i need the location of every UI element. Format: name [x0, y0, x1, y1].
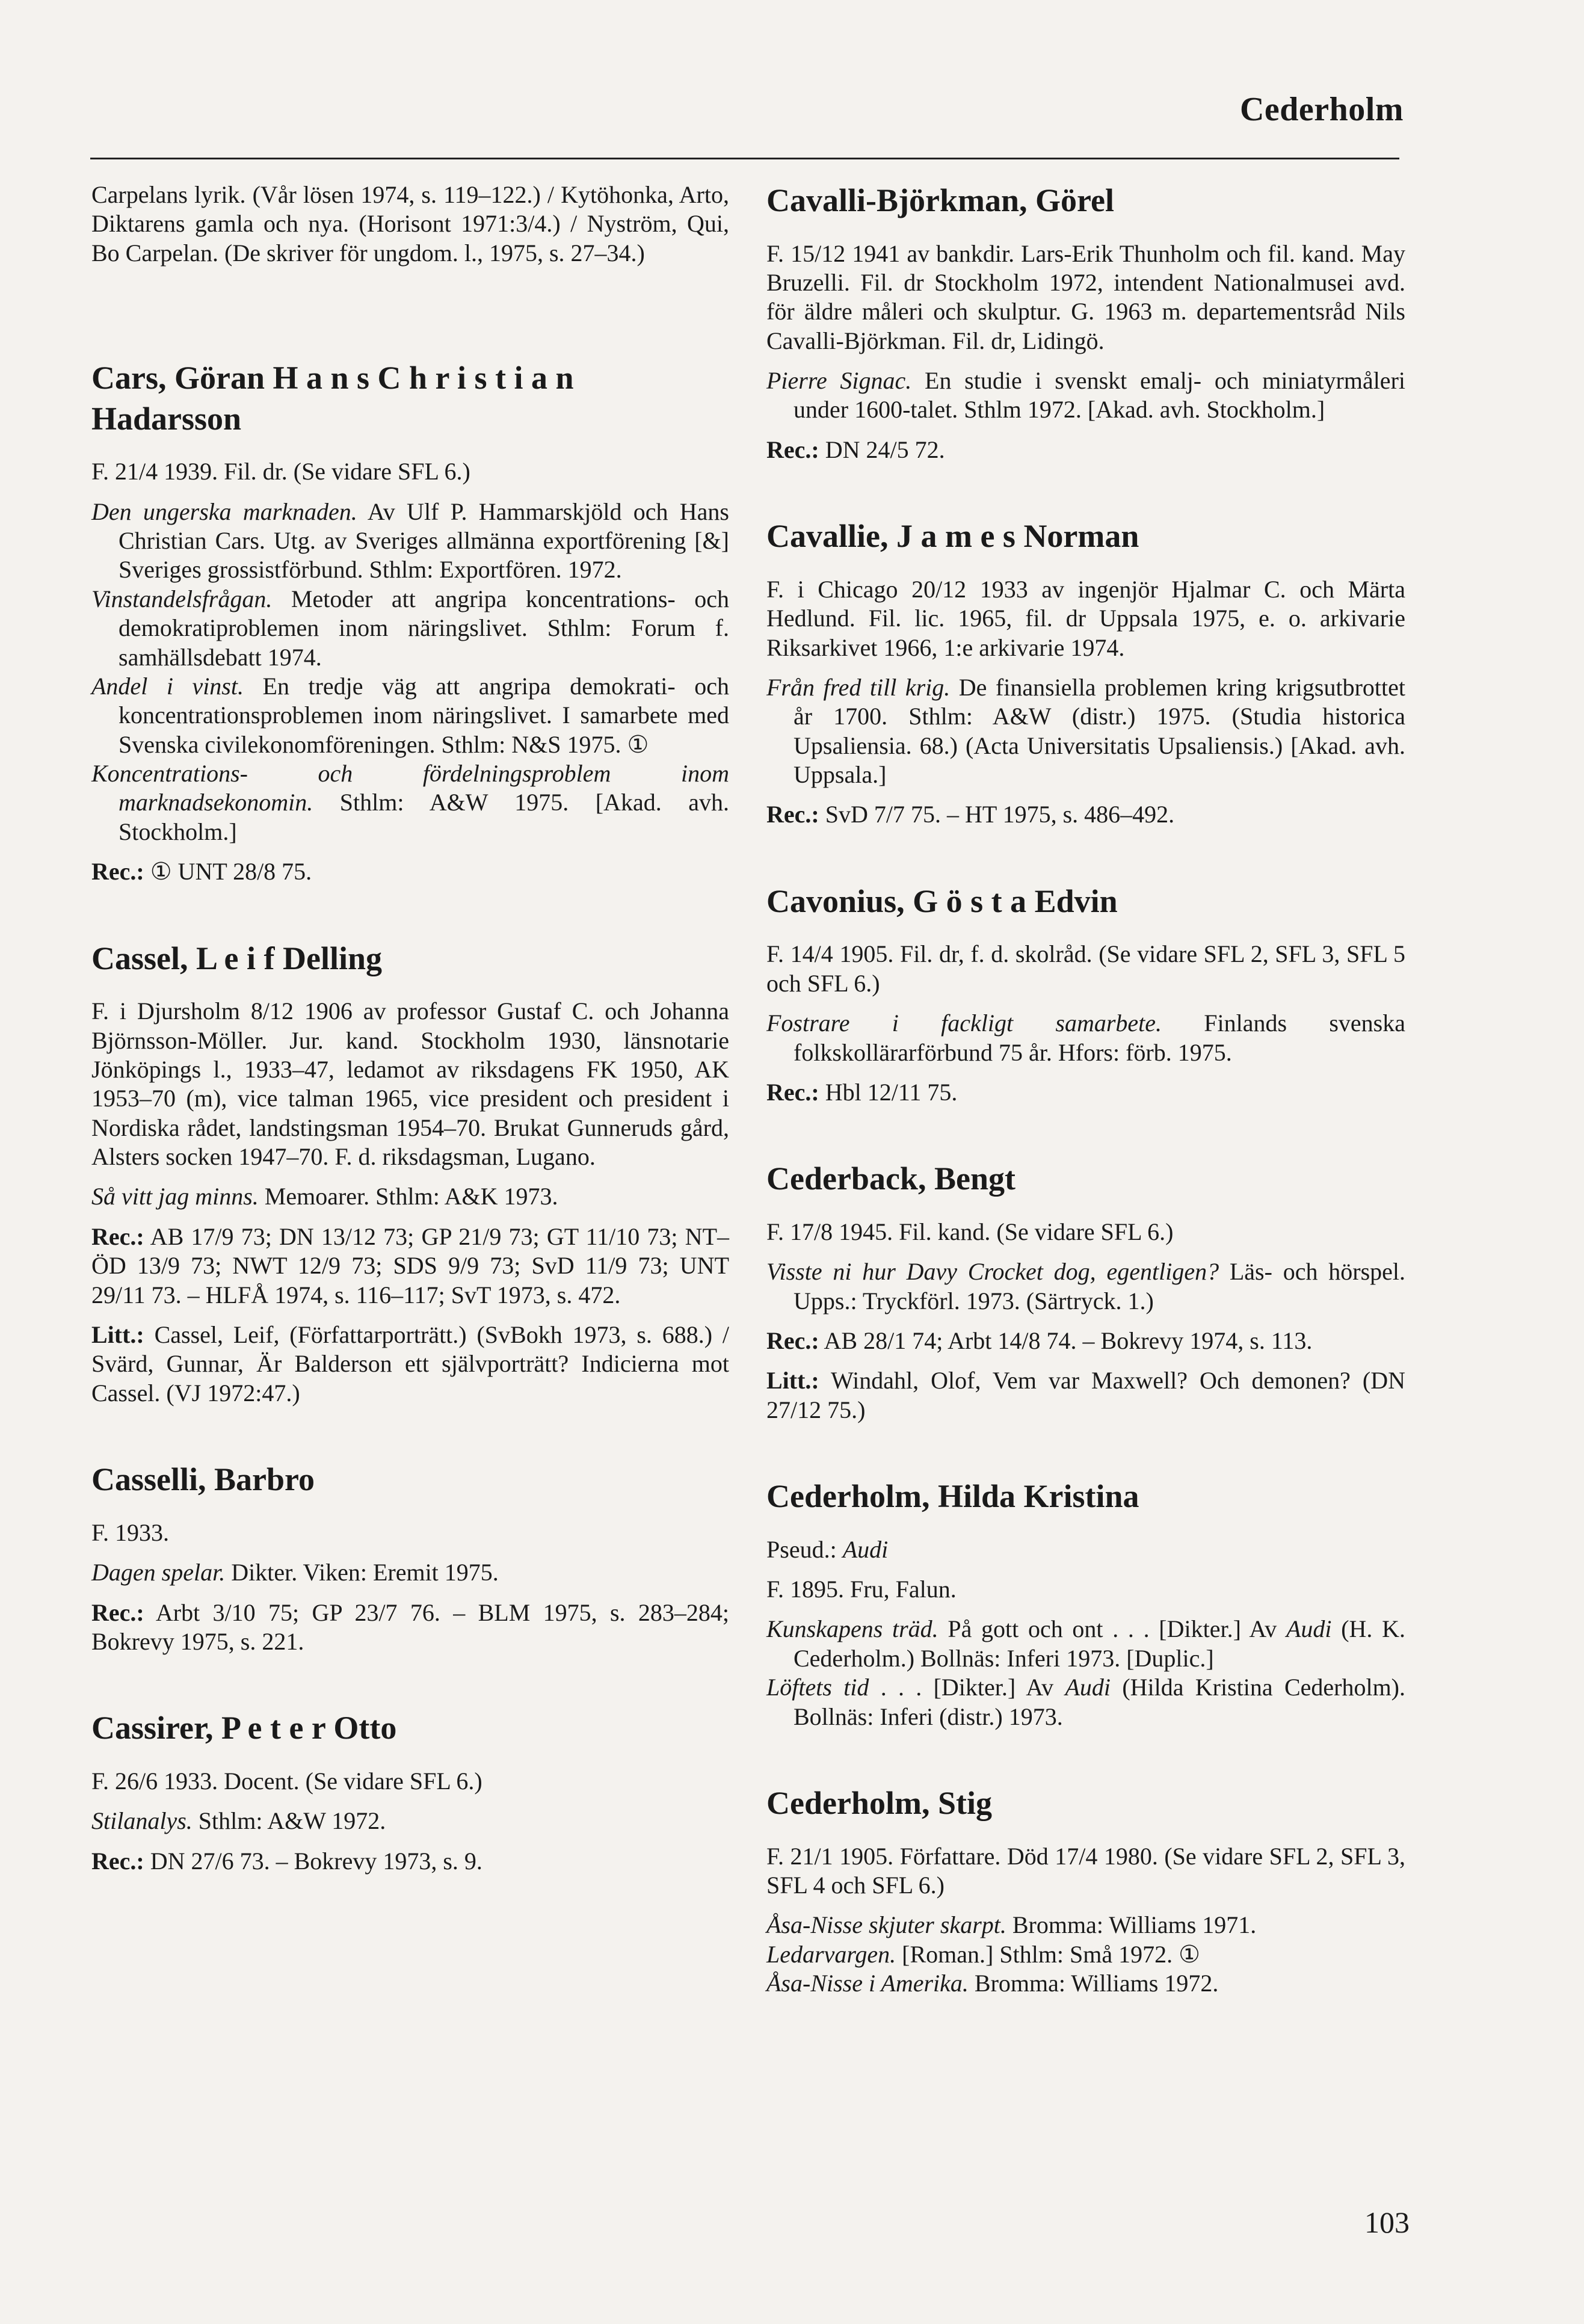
reviews-label: Rec.: [91, 1847, 144, 1875]
entry-cavonius [766, 881, 1405, 1107]
work-item [766, 366, 1405, 425]
entry-bio: F. 1933. [91, 1518, 170, 1546]
work-author: Audi [1286, 1615, 1332, 1643]
reviews-label: Rec.: [91, 1598, 144, 1626]
entry-bio: F. 21/1 1905. Författare. Död 17/4 1980. (Se vidare SFL 2, SFL 3, SFL 4 och SFL 6.) [766, 1842, 1405, 1899]
work-item [91, 1558, 729, 1587]
work-title: Åsa-Nisse skjuter skarpt. [766, 1911, 1006, 1939]
work-details: Finlands svenska folkskollärarförbund 75 år. Hfors: förb. 1975. [794, 1009, 1405, 1066]
work-author: Audi [1065, 1674, 1111, 1701]
work-details: Sthlm: A&W 1972. [192, 1807, 386, 1835]
entry-bio: F. 1895. Fru, Falun. [766, 1576, 957, 1603]
entry-name: Cassirer, P e t e r Otto [91, 1710, 397, 1746]
literature [91, 1321, 729, 1408]
work-details: (Hilda Kristina Cederholm). Bollnäs: Inferi (distr.) 1973. [794, 1674, 1405, 1730]
literature-label: Litt.: [91, 1321, 144, 1349]
work-title: Vinstandelsfrågan. [91, 585, 273, 612]
work-title: Kunskapens träd. [766, 1615, 938, 1643]
work-title: Pierre Signac. [766, 367, 912, 395]
reviews [766, 1327, 1405, 1355]
reviews [91, 857, 729, 886]
work-details: En tredje väg att angripa demokrati- och koncentrationsproblemen inom näringslivet. I samarbete med Svenska civilekonomföreningen. Sthlm: N&S 1975. ① [119, 672, 730, 758]
reviews [766, 436, 1405, 464]
entry-cederback [766, 1159, 1405, 1425]
entry-name: Cassel, L e i f Delling [91, 940, 382, 976]
entry-name: Cederback, Bengt [766, 1160, 1015, 1197]
work-details: Av Ulf P. Hammarskjöld och Hans Christian Cars. Utg. av Sveriges allmänna exportförening [&] Sveriges grossistförbund. Sthlm: Exportfören. 1972. [119, 498, 729, 584]
entry-continuation [91, 180, 729, 268]
work-item [91, 1807, 729, 1835]
reviews-label: Rec.: [766, 436, 819, 463]
reviews [91, 1222, 729, 1310]
reviews [91, 1847, 729, 1876]
work-details: (H. K. Cederholm.) Bollnäs: Inferi 1973. [Duplic.] [794, 1615, 1405, 1672]
pseudonym-label: Pseud.: [766, 1535, 843, 1563]
reviews-text: AB 17/9 73; DN 13/12 73; GP 21/9 73; GT 11/10 73; NT–ÖD 13/9 73; NWT 12/9 73; SDS 9/9 73; SvD 11/9 73; UNT 29/11 73. – HLFÅ 1974, s. 116–117; SvT 1973, s. 472. [91, 1222, 729, 1308]
work-details: . . . [Dikter.] Av [869, 1674, 1065, 1701]
entry-cederholm-stig [766, 1783, 1405, 1998]
entry-name: Cederholm, Hilda Kristina [766, 1478, 1139, 1515]
entry-name: Cavalli-Björkman, Görel [766, 182, 1114, 218]
reviews-text: Arbt 3/10 75; GP 23/7 76. – BLM 1975, s. 283–284; Bokrevy 1975, s. 221. [91, 1598, 729, 1655]
reviews-text: AB 28/1 74; Arbt 14/8 74. – Bokrevy 1974, s. 113. [819, 1327, 1313, 1354]
work-title: Koncentrations- och fördelningsproblem inom marknadsekonomin. [91, 760, 729, 816]
work-details: Bromma: Williams 1972. [968, 1970, 1219, 1997]
entry-cassel [91, 939, 729, 1408]
work-details: Memoarer. Sthlm: A&K 1973. [258, 1183, 558, 1210]
work-item [91, 759, 729, 846]
reviews-label: Rec.: [766, 1078, 819, 1106]
work-item [766, 1615, 1405, 1673]
work-title: Andel i vinst. [91, 672, 244, 700]
entry-name: Cederholm, Stig [766, 1785, 992, 1821]
entry-name: Cars, Göran H a n s C h r i s t i a n Hadarsson [91, 360, 574, 437]
work-title: Åsa-Nisse i Amerika. [766, 1970, 969, 1997]
work-item [766, 673, 1405, 790]
entry-cavallie [766, 516, 1405, 830]
reviews-label: Rec.: [91, 1222, 144, 1250]
literature-label: Litt.: [766, 1367, 819, 1395]
work-item [766, 1009, 1405, 1067]
entry-bio: F. 15/12 1941 av bankdir. Lars-Erik Thunholm och fil. kand. May Bruzelli. Fil. dr Stockholm 1972, intendent Nationalmusei avd. för äldre måleri och skulptur. G. 1963 m. departementsråd Nils Cavalli-Björkman. Fil. dr, Lidingö. [766, 239, 1405, 354]
work-item [766, 1969, 1405, 1998]
work-details: [Roman.] Sthlm: Små 1972. ① [896, 1940, 1201, 1968]
work-item [91, 585, 729, 672]
work-title: Ledarvargen. [766, 1940, 896, 1968]
work-details: Metoder att angripa koncentrations- och demokratiproblemen inom näringslivet. Sthlm: Forum f. samhällsdebatt 1974. [119, 585, 729, 671]
work-item [766, 1911, 1405, 1940]
work-title: Så vitt jag minns. [91, 1183, 259, 1210]
reviews-text: Hbl 12/11 75. [819, 1078, 958, 1106]
header-title: Cederholm [1239, 91, 1404, 128]
literature-text: Cassel, Leif, (Författarporträtt.) (SvBokh 1973, s. 688.) / Svärd, Gunnar, Är Balderson ett självporträtt? Indicierna mot Cassel. (VJ 1972:47.) [91, 1321, 729, 1407]
entry-bio: F. 21/4 1939. Fil. dr. (Se vidare SFL 6.) [91, 458, 470, 485]
entry-cavalli-bjorkman [766, 180, 1405, 464]
reviews [766, 800, 1405, 829]
reviews-label: Rec.: [766, 801, 819, 828]
reviews-text: SvD 7/7 75. – HT 1975, s. 486–492. [819, 801, 1175, 828]
reviews-text: ① UNT 28/8 75. [144, 858, 312, 886]
entry-name: Cavallie, J a m e s Norman [766, 518, 1139, 555]
work-item [91, 498, 729, 585]
work-title: Visste ni hur Davy Crocket dog, egentligen? [766, 1258, 1219, 1286]
work-details: Bromma: Williams 1971. [1006, 1911, 1257, 1939]
header-rule [90, 158, 1399, 159]
pseudonym-value: Audi [842, 1535, 889, 1563]
page-number: 103 [1364, 2205, 1410, 2239]
work-details: Läs- och hörspel. Upps.: Tryckförl. 1973. (Särtryck. 1.) [794, 1258, 1405, 1315]
entry-cassirer [91, 1708, 729, 1876]
reviews-label: Rec.: [91, 858, 144, 886]
entry-bio: F. 26/6 1933. Docent. (Se vidare SFL 6.) [91, 1767, 482, 1795]
entry-bio: F. 17/8 1945. Fil. kand. (Se vidare SFL 6.) [766, 1218, 1174, 1245]
reviews [91, 1598, 729, 1657]
right-column [766, 180, 1405, 2050]
work-item [766, 1673, 1405, 1731]
work-item [766, 1940, 1405, 1969]
entry-cars [91, 358, 729, 886]
entry-bio: F. i Djursholm 8/12 1906 av professor Gustaf C. och Johanna Björnsson-Möller. Jur. kand. Stockholm 1930, länsnotarie Jönköpings l., 1933–47, ledamot av riksdagens FK 1950, AK 1953–70 (m), vice talman 1965, vice president och president i Nordiska rådet, landstingsman 1954–70. Brukat Gunneruds gård, Alsters socken 1947–70. F. d. riksdagsman, Lugano. [91, 997, 729, 1171]
work-item [91, 1182, 729, 1211]
work-title: Stilanalys. [91, 1807, 193, 1835]
entry-name: Cavonius, G ö s t a Edvin [766, 883, 1118, 919]
entry-cederholm-hilda [766, 1476, 1405, 1731]
work-item [91, 672, 729, 759]
work-details: En studie i svenskt emalj- och miniatyrmåleri under 1600-talet. Sthlm 1972. [Akad. avh. Stockholm.] [794, 367, 1405, 424]
continuation-text: Carpelans lyrik. (Vår lösen 1974, s. 119–122.) / Kytöhonka, Arto, Diktarens gamla och nya. (Horisont 1971:3/4.) / Nyström, Qui, Bo Carpelan. (De skriver för ungdom. l., 1975, s. 27–34.) [91, 181, 729, 267]
work-title: Löftets tid [766, 1674, 869, 1701]
work-title: Den ungerska marknaden. [91, 498, 357, 525]
work-details: Sthlm: A&W 1975. [Akad. avh. Stockholm.] [119, 789, 729, 845]
reviews-text: DN 24/5 72. [819, 436, 945, 463]
work-details: Dikter. Viken: Eremit 1975. [225, 1559, 499, 1586]
work-details: På gott och ont . . . [Dikter.] Av [938, 1615, 1286, 1643]
pseudonym [766, 1535, 1405, 1564]
entry-casselli [91, 1459, 729, 1656]
literature-text: Windahl, Olof, Vem var Maxwell? Och demonen? (DN 27/12 75.) [766, 1367, 1405, 1423]
entry-name: Casselli, Barbro [91, 1461, 315, 1498]
entry-bio: F. i Chicago 20/12 1933 av ingenjör Hjalmar C. och Märta Hedlund. Fil. lic. 1965, fil. dr Uppsala 1975, e. o. arkivarie Riksarkivet 1966, 1:e arkivarie 1974. [766, 575, 1405, 661]
left-column [91, 180, 729, 1928]
work-title: Dagen spelar. [91, 1559, 226, 1586]
work-title: Från fred till krig. [766, 673, 951, 701]
literature [766, 1366, 1405, 1425]
entry-bio: F. 14/4 1905. Fil. dr, f. d. skolråd. (Se vidare SFL 2, SFL 3, SFL 5 och SFL 6.) [766, 940, 1405, 997]
reviews [766, 1078, 1405, 1107]
work-details: De finansiella problemen kring krigsutbrottet år 1700. Sthlm: A&W (distr.) 1975. (Studia historica Upsaliensia. 68.) (Acta Universitatis Upsaliensis.) [Akad. avh. Uppsala.] [794, 673, 1405, 789]
reviews-label: Rec.: [766, 1327, 819, 1354]
reviews-text: DN 27/6 73. – Bokrevy 1973, s. 9. [144, 1847, 482, 1875]
work-title: Fostrare i fackligt samarbete. [766, 1009, 1162, 1037]
work-item [766, 1257, 1405, 1316]
